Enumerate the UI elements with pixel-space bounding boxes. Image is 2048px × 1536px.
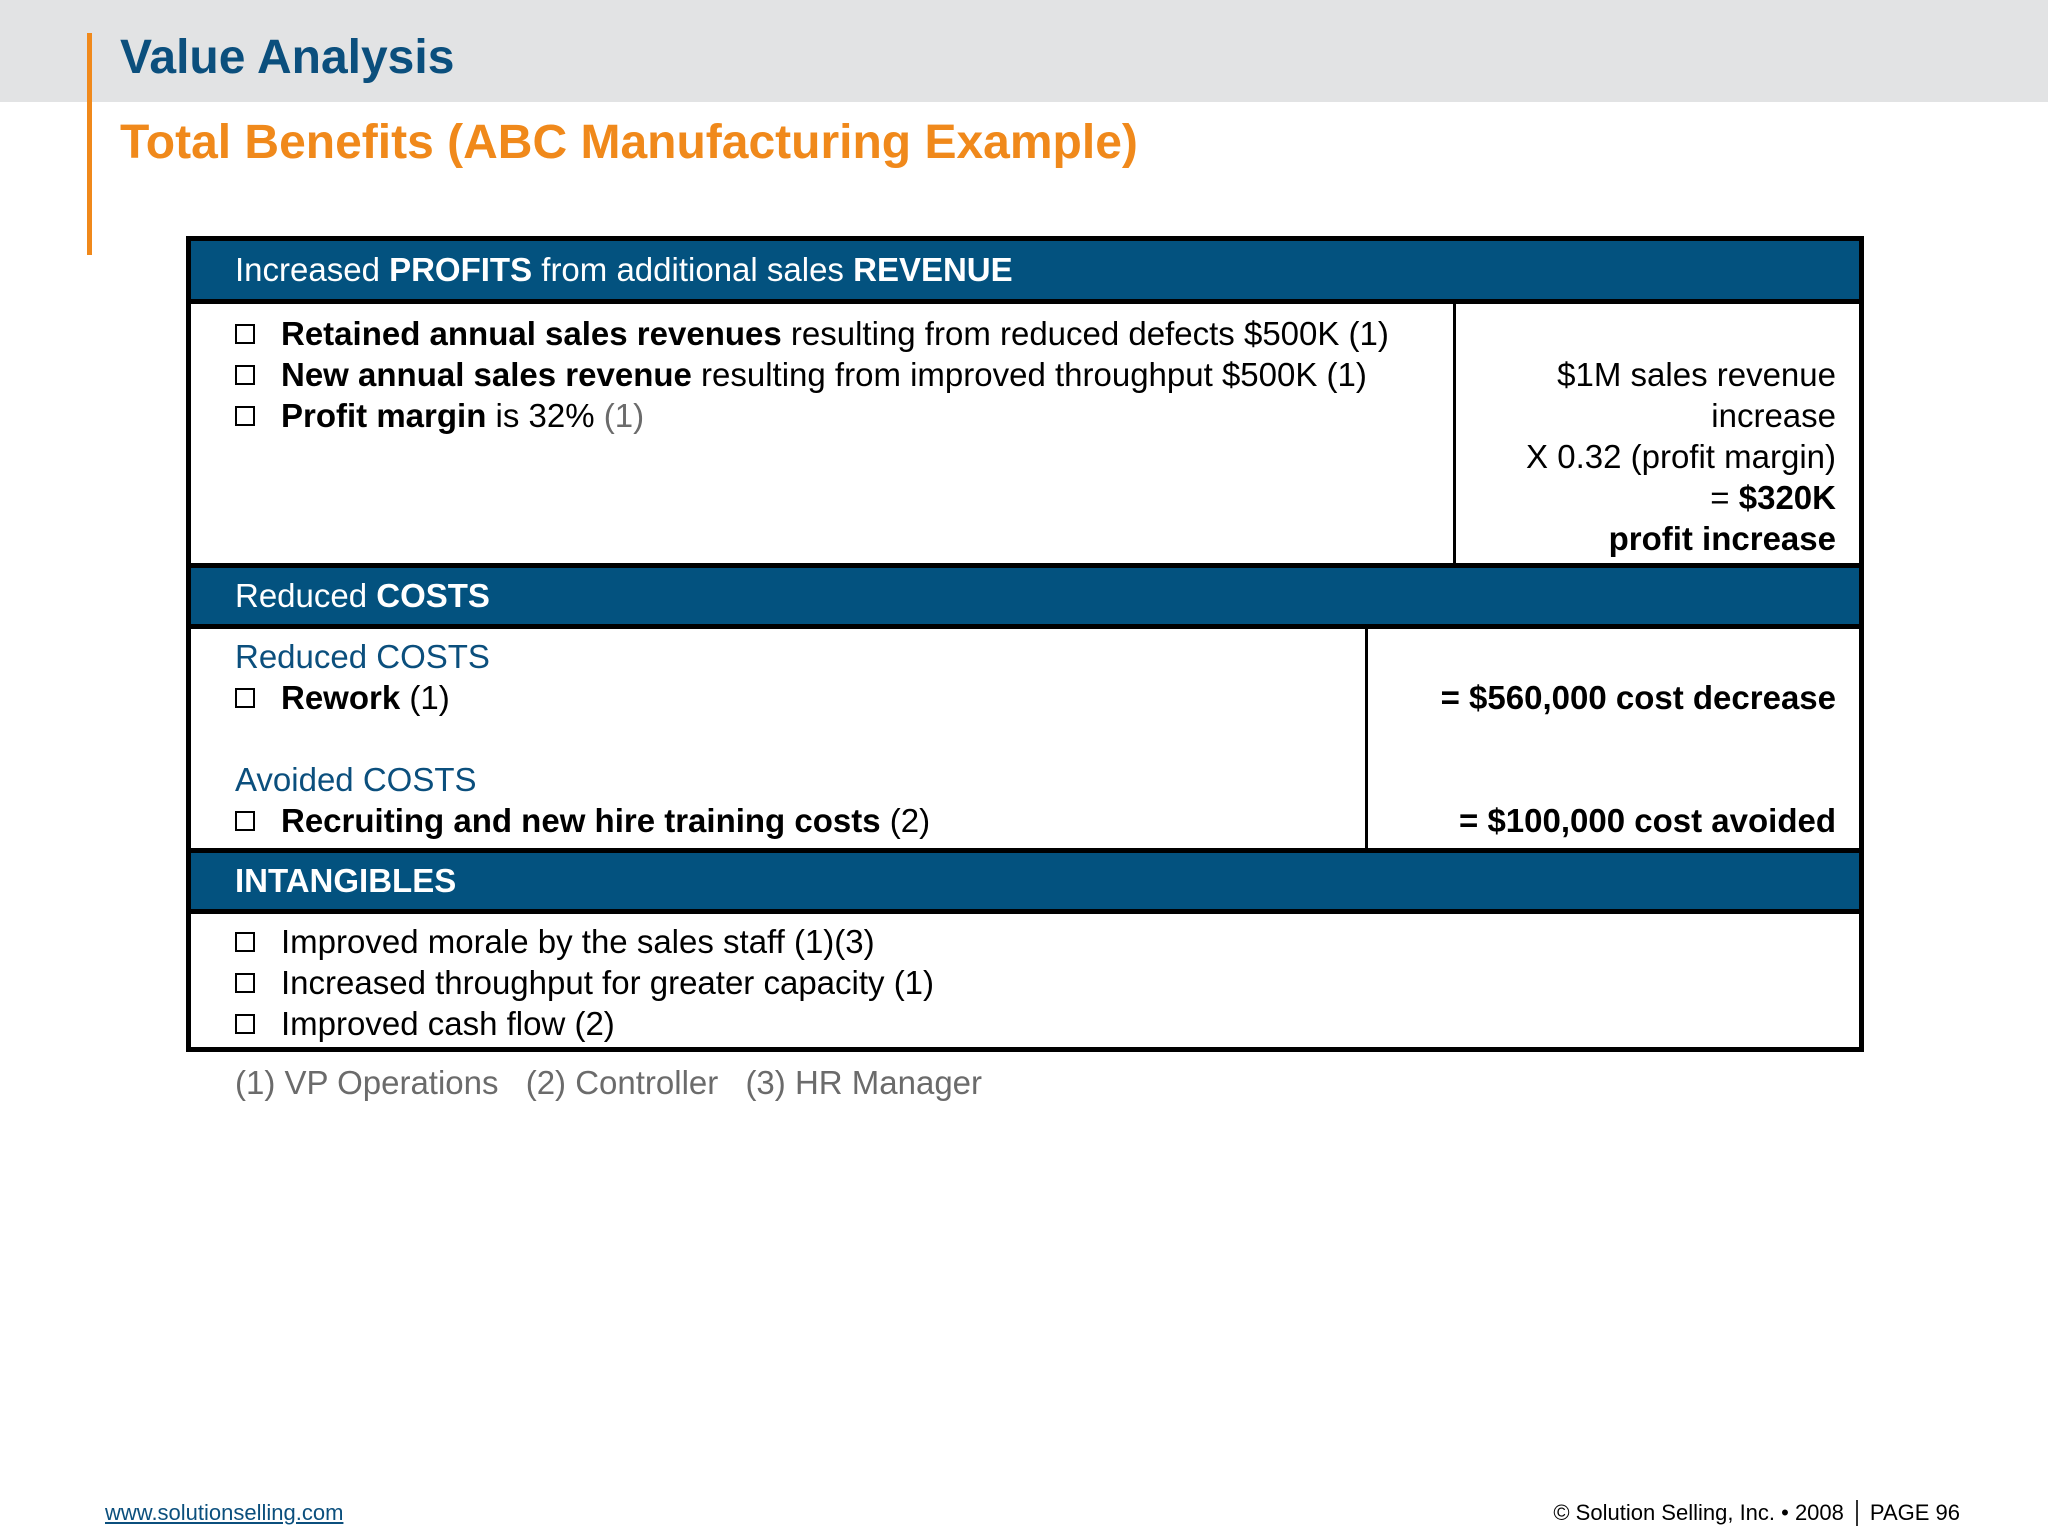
item-text: (2) [880, 802, 931, 839]
result-line [1459, 477, 1836, 518]
copyright-text: © Solution Selling, Inc. • 2008 [1553, 1500, 1844, 1525]
result-value: $320K [1738, 479, 1836, 516]
list-item [235, 962, 934, 1003]
avoided-result: = $100,000 cost avoided [1459, 802, 1836, 839]
result-line: X 0.32 (profit margin) [1526, 438, 1836, 475]
divider [191, 624, 1859, 629]
list-item [235, 354, 1389, 395]
list-item [235, 313, 1389, 354]
item-note: (1) [603, 397, 645, 434]
profits-header-bold1: PROFITS [389, 251, 533, 288]
avoided-costs-label: Avoided COSTS [235, 761, 477, 798]
item-text: is 32% [486, 397, 604, 434]
benefits-table [186, 236, 1864, 1052]
footnotes [235, 1064, 1000, 1102]
accent-bar [87, 33, 92, 255]
page-number: PAGE 96 [1869, 1500, 1960, 1525]
website-link[interactable]: www.solutionselling.com [105, 1500, 344, 1525]
costs-section-header [191, 568, 1859, 624]
profits-result [1459, 354, 1836, 559]
result-line: increase [1711, 397, 1836, 434]
profits-items [235, 313, 1389, 436]
costs-header-bold: COSTS [376, 577, 490, 614]
checkbox-icon [235, 973, 255, 993]
footnote: (2) Controller [525, 1064, 719, 1101]
profits-header-bold2: REVENUE [853, 251, 1013, 288]
checkbox-icon [235, 932, 255, 952]
page-title: Value Analysis [120, 31, 455, 84]
checkbox-icon [235, 1014, 255, 1034]
checkbox-icon [235, 324, 255, 344]
item-bold: Profit margin [281, 397, 487, 434]
item-bold: Retained annual sales revenues [281, 315, 782, 352]
list-item [235, 1003, 934, 1044]
footnote: (3) HR Manager [745, 1064, 983, 1101]
result-equals: = [1710, 479, 1739, 516]
item-text: resulting from reduced defects $500K (1) [781, 315, 1389, 352]
profits-header-mid: from additional sales [532, 251, 854, 288]
divider [191, 909, 1859, 914]
list-item [235, 677, 490, 718]
item-text: Improved morale by the sales staff (1)(3) [281, 923, 875, 960]
item-text: Increased throughput for greater capacity (1) [281, 964, 935, 1001]
item-bold: Recruiting and new hire training costs [281, 802, 881, 839]
profits-header-pre: Increased [235, 251, 390, 288]
footer-info [1553, 1500, 1960, 1526]
divider [191, 299, 1859, 304]
page-subtitle: Total Benefits (ABC Manufacturing Example) [120, 116, 1138, 169]
checkbox-icon [235, 365, 255, 385]
list-item [235, 395, 1389, 436]
reduced-costs [235, 636, 490, 718]
item-bold: New annual sales revenue [281, 356, 692, 393]
list-item [235, 800, 930, 841]
intangibles-items [235, 921, 934, 1044]
checkbox-icon [235, 811, 255, 831]
list-item [235, 921, 934, 962]
item-bold: Rework [281, 679, 401, 716]
intangibles-section-header: INTANGIBLES [191, 853, 1859, 909]
costs-header-pre: Reduced [235, 577, 377, 614]
result-line: $1M sales revenue [1557, 356, 1836, 393]
item-text: (1) [400, 679, 450, 716]
footer-separator [1856, 1500, 1858, 1526]
column-divider [1453, 299, 1456, 563]
avoided-costs [235, 759, 930, 841]
checkbox-icon [235, 406, 255, 426]
item-text: Improved cash flow (2) [281, 1005, 615, 1042]
reduced-result: = $560,000 cost decrease [1440, 679, 1836, 716]
reduced-costs-label: Reduced COSTS [235, 638, 490, 675]
item-text: resulting from improved throughput $500K (1) [691, 356, 1367, 393]
profits-section-header [191, 241, 1859, 299]
result-line: profit increase [1608, 520, 1836, 557]
footnote: (1) VP Operations [235, 1064, 499, 1101]
column-divider [1365, 629, 1368, 849]
checkbox-icon [235, 688, 255, 708]
